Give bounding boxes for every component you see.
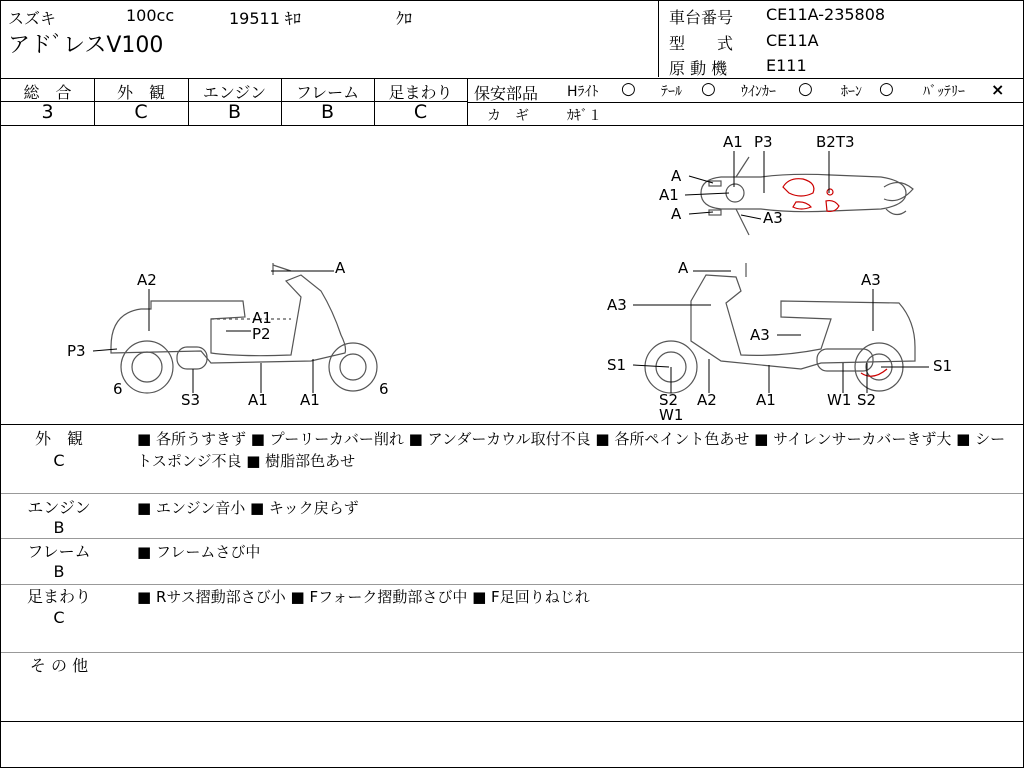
right-a-label: A [678,259,689,277]
type-value: CE11A [766,31,819,50]
exterior-section-grade: C [53,451,65,470]
mileage: 19511 ｷﾛ [229,9,301,28]
key-value: ｶｷﾞ１ [567,108,602,124]
engine-section-grade: B [53,518,65,537]
right-w1-bottom-label: W1 [827,391,852,409]
engine-grade-label: エンジン [202,83,267,102]
right-a3-mid-label: A3 [750,326,770,344]
tail-label: ﾃｰﾙ [661,84,682,100]
left-6-label: 6 [113,380,123,398]
top-a-bottom-label: A [671,205,682,223]
winker-mark: ○ [798,79,813,99]
suspension-section-label: 足まわり [26,587,91,606]
engine-grade: B [227,101,242,123]
left-s3-label: S3 [181,391,201,409]
engine-section-label: エンジン [27,498,91,517]
frame-notes: ■ フレームさび中 [137,543,261,561]
damage-marks-top [783,179,839,212]
safety-label: 保安部品 [474,84,539,103]
displacement: 100cc [126,6,175,25]
damage-diagram [1,126,1023,424]
frame-section-grade: B [53,562,65,581]
right-a3-left-label: A3 [607,296,627,314]
horn-mark: ○ [879,79,894,99]
right-a1-label: A1 [756,391,776,409]
top-p3-label: P3 [754,133,773,151]
right-s2-label: S2 [659,391,679,409]
winker-label: ｳｲﾝｶｰ [741,84,776,100]
frame-section-label: フレーム [27,542,91,561]
overall-grade-label: 総 合 [23,83,72,102]
suspension-grade-label: 足まわり [388,83,453,102]
engine-label: 原 動 機 [669,59,728,78]
top-a1-label: A1 [723,133,743,151]
left-p2-label: P2 [252,325,271,343]
frame-grade: B [320,101,335,123]
headlight-label: Hﾗｲﾄ [567,84,599,100]
right-s1-right-label: S1 [933,357,953,375]
left-6-right-label: 6 [379,380,389,398]
scooter-top-view [701,157,913,235]
key-label: カ ギ [487,108,529,124]
horn-label: ﾎｰﾝ [841,84,862,100]
top-a3-label: A3 [763,209,783,227]
suspension-notes: ■ Rサス摺動部さび小 ■ Fフォーク摺動部さび中 ■ F足回りねじれ [137,588,590,606]
model-name: アドﾞレスV100 [8,33,164,58]
frame-no: CE11A-235808 [766,5,886,24]
frame-grade-label: フレーム [295,83,360,102]
tail-mark: ○ [701,79,716,99]
battery-label: ﾊﾞｯﾃﾘｰ [923,84,965,100]
exterior-grade: C [134,101,148,123]
left-a1-bottom2-label: A1 [300,391,320,409]
right-a3-top-label: A3 [861,271,881,289]
suspension-grade: C [413,101,428,123]
right-w1-label: W1 [659,406,684,424]
suspension-section-grade: C [53,608,65,627]
engine-notes: ■ エンジン音小 ■ キック戻らず [137,499,359,517]
left-a1-label: A1 [252,309,272,327]
left-a1-bottom-label: A1 [248,391,268,409]
right-s2-bottom-label: S2 [857,391,877,409]
left-p3-label: P3 [67,342,86,360]
top-a-label: A [671,167,682,185]
left-a2-label: A2 [137,271,157,289]
maker: スズキ [8,9,57,28]
battery-mark: × [991,80,1005,99]
right-a2-label: A2 [697,391,717,409]
overall-grade: 3 [41,101,54,123]
top-b2t3-label: B2T3 [816,133,855,151]
engine-value: E111 [766,56,807,75]
exterior-grade-label: 外 観 [116,83,165,102]
top-a1-left-label: A1 [659,186,679,204]
damage-marks-right [861,369,887,376]
exterior-section-label: 外 観 [34,429,83,448]
headlight-mark: ○ [621,79,636,99]
color: ｸﾛ [396,9,413,28]
frame-no-label: 車台番号 [669,8,734,27]
exterior-notes: ■ 各所うすきず ■ プーリーカバー削れ ■ アンダーカウル取付不良 ■ 各所ペイント色あせ ■ サイレンサーカバーきず大 ■ シートスポンジ不良 ■ 樹脂部色あせ [137,430,1006,470]
other-section-label: そ の 他 [29,656,89,675]
type-label: 型 式 [669,34,734,53]
left-a-label: A [335,259,346,277]
right-s1-left-label: S1 [607,356,627,374]
